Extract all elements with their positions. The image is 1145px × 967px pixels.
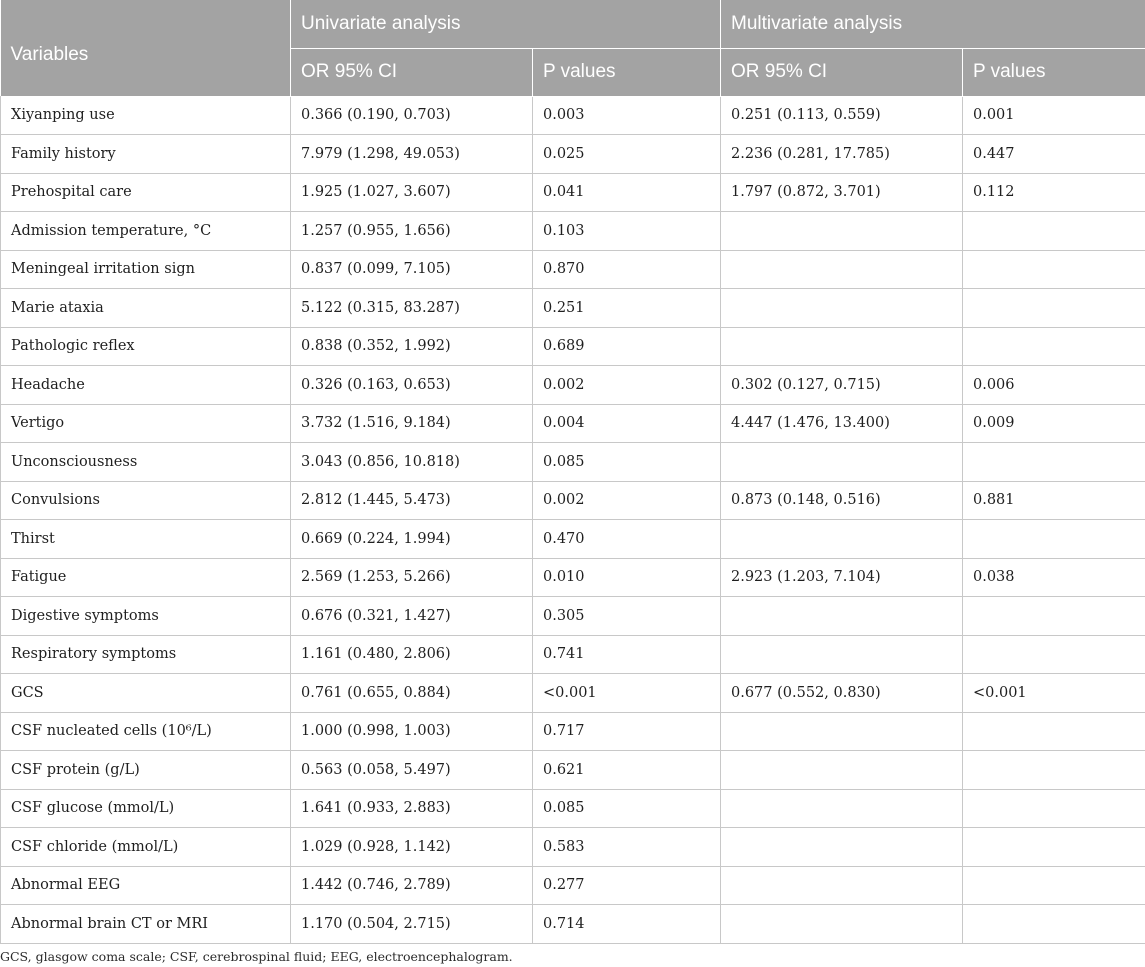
cell-univariate-p-value: 0.277	[533, 866, 721, 905]
table-row	[1, 828, 1145, 867]
header-univariate: Univariate analysis	[291, 0, 721, 48]
cell-multivariate-p-value: 0.006	[963, 366, 1145, 405]
cell-variable: CSF nucleated cells (10⁶/L)	[1, 712, 291, 751]
table-row	[1, 866, 1145, 905]
cell-multivariate-or-ci: 0.677 (0.552, 0.830)	[721, 674, 963, 713]
table-row	[1, 366, 1145, 405]
table-row	[1, 327, 1145, 366]
cell-multivariate-or-ci	[721, 789, 963, 828]
cell-univariate-p-value: 0.010	[533, 558, 721, 597]
cell-univariate-or-ci: 0.669 (0.224, 1.994)	[291, 520, 533, 559]
cell-univariate-p-value: 0.470	[533, 520, 721, 559]
cell-multivariate-or-ci: 1.797 (0.872, 3.701)	[721, 173, 963, 212]
cell-variable: Xiyanping use	[1, 96, 291, 135]
cell-multivariate-p-value	[963, 751, 1145, 790]
cell-univariate-p-value: 0.717	[533, 712, 721, 751]
cell-variable: Unconsciousness	[1, 443, 291, 482]
cell-variable: Headache	[1, 366, 291, 405]
cell-variable: Fatigue	[1, 558, 291, 597]
cell-multivariate-or-ci	[721, 905, 963, 944]
cell-multivariate-p-value: 0.038	[963, 558, 1145, 597]
cell-univariate-p-value: 0.251	[533, 289, 721, 328]
cell-variable: CSF glucose (mmol/L)	[1, 789, 291, 828]
cell-variable: Digestive symptoms	[1, 597, 291, 636]
cell-univariate-or-ci: 7.979 (1.298, 49.053)	[291, 135, 533, 174]
cell-univariate-or-ci: 0.366 (0.190, 0.703)	[291, 96, 533, 135]
cell-univariate-or-ci: 3.043 (0.856, 10.818)	[291, 443, 533, 482]
cell-multivariate-p-value: 0.112	[963, 173, 1145, 212]
cell-variable: Respiratory symptoms	[1, 635, 291, 674]
cell-variable: Meningeal irritation sign	[1, 250, 291, 289]
cell-multivariate-p-value	[963, 635, 1145, 674]
cell-univariate-p-value: 0.103	[533, 212, 721, 251]
cell-univariate-or-ci: 1.000 (0.998, 1.003)	[291, 712, 533, 751]
cell-multivariate-or-ci: 2.923 (1.203, 7.104)	[721, 558, 963, 597]
table-row	[1, 443, 1145, 482]
cell-multivariate-p-value	[963, 712, 1145, 751]
header-row-groups	[1, 0, 1145, 48]
table-row	[1, 135, 1145, 174]
cell-univariate-p-value: 0.041	[533, 173, 721, 212]
header-multi-p-values: P values	[963, 48, 1145, 96]
cell-variable: Admission temperature, °C	[1, 212, 291, 251]
cell-multivariate-p-value: 0.447	[963, 135, 1145, 174]
cell-multivariate-p-value	[963, 520, 1145, 559]
cell-univariate-or-ci: 3.732 (1.516, 9.184)	[291, 404, 533, 443]
cell-multivariate-or-ci	[721, 635, 963, 674]
cell-univariate-or-ci: 0.326 (0.163, 0.653)	[291, 366, 533, 405]
table-row	[1, 96, 1145, 135]
cell-univariate-or-ci: 0.837 (0.099, 7.105)	[291, 250, 533, 289]
cell-univariate-p-value: 0.002	[533, 366, 721, 405]
cell-multivariate-or-ci	[721, 327, 963, 366]
cell-univariate-or-ci: 0.676 (0.321, 1.427)	[291, 597, 533, 636]
cell-multivariate-or-ci: 0.873 (0.148, 0.516)	[721, 481, 963, 520]
cell-multivariate-or-ci	[721, 751, 963, 790]
cell-univariate-or-ci: 1.442 (0.746, 2.789)	[291, 866, 533, 905]
cell-variable: Convulsions	[1, 481, 291, 520]
cell-multivariate-or-ci	[721, 443, 963, 482]
cell-univariate-p-value: 0.002	[533, 481, 721, 520]
table-row	[1, 289, 1145, 328]
cell-univariate-p-value: 0.741	[533, 635, 721, 674]
cell-univariate-p-value: 0.305	[533, 597, 721, 636]
cell-multivariate-p-value	[963, 828, 1145, 867]
table-row	[1, 250, 1145, 289]
cell-multivariate-or-ci	[721, 520, 963, 559]
cell-variable: GCS	[1, 674, 291, 713]
table-row	[1, 481, 1145, 520]
cell-univariate-p-value: 0.085	[533, 789, 721, 828]
cell-multivariate-p-value: 0.009	[963, 404, 1145, 443]
table-row	[1, 404, 1145, 443]
cell-variable: Thirst	[1, 520, 291, 559]
cell-multivariate-or-ci: 2.236 (0.281, 17.785)	[721, 135, 963, 174]
table-row	[1, 520, 1145, 559]
cell-univariate-p-value: 0.583	[533, 828, 721, 867]
cell-multivariate-or-ci	[721, 212, 963, 251]
cell-multivariate-or-ci	[721, 289, 963, 328]
header-uni-p-values: P values	[533, 48, 721, 96]
cell-multivariate-or-ci: 0.302 (0.127, 0.715)	[721, 366, 963, 405]
cell-univariate-or-ci: 1.170 (0.504, 2.715)	[291, 905, 533, 944]
cell-multivariate-p-value	[963, 905, 1145, 944]
cell-univariate-or-ci: 0.761 (0.655, 0.884)	[291, 674, 533, 713]
cell-multivariate-p-value: 0.881	[963, 481, 1145, 520]
cell-univariate-or-ci: 1.029 (0.928, 1.142)	[291, 828, 533, 867]
cell-multivariate-p-value: 0.001	[963, 96, 1145, 135]
cell-univariate-or-ci: 0.838 (0.352, 1.992)	[291, 327, 533, 366]
cell-variable: Marie ataxia	[1, 289, 291, 328]
table-row	[1, 173, 1145, 212]
table-row	[1, 674, 1145, 713]
cell-univariate-or-ci: 1.161 (0.480, 2.806)	[291, 635, 533, 674]
header-multi-or-ci: OR 95% CI	[721, 48, 963, 96]
table-footnote: GCS, glasgow coma scale; CSF, cerebrospinal fluid; EEG, electroencephalogram.	[0, 949, 513, 964]
cell-multivariate-or-ci	[721, 866, 963, 905]
table-row	[1, 558, 1145, 597]
cell-variable: Prehospital care	[1, 173, 291, 212]
cell-multivariate-p-value	[963, 212, 1145, 251]
cell-univariate-or-ci: 2.569 (1.253, 5.266)	[291, 558, 533, 597]
cell-univariate-p-value: 0.714	[533, 905, 721, 944]
cell-multivariate-p-value	[963, 866, 1145, 905]
table-row	[1, 789, 1145, 828]
cell-multivariate-or-ci	[721, 597, 963, 636]
cell-multivariate-or-ci: 0.251 (0.113, 0.559)	[721, 96, 963, 135]
cell-multivariate-or-ci: 4.447 (1.476, 13.400)	[721, 404, 963, 443]
header-multivariate: Multivariate analysis	[721, 0, 1145, 48]
cell-multivariate-p-value: <0.001	[963, 674, 1145, 713]
cell-univariate-or-ci: 1.641 (0.933, 2.883)	[291, 789, 533, 828]
cell-variable: CSF chloride (mmol/L)	[1, 828, 291, 867]
table-row	[1, 212, 1145, 251]
table-row	[1, 905, 1145, 944]
cell-univariate-p-value: 0.689	[533, 327, 721, 366]
cell-multivariate-p-value	[963, 250, 1145, 289]
header-variables: Variables	[1, 0, 291, 96]
cell-multivariate-p-value	[963, 789, 1145, 828]
cell-variable: Abnormal EEG	[1, 866, 291, 905]
cell-univariate-p-value: <0.001	[533, 674, 721, 713]
table-row	[1, 751, 1145, 790]
cell-multivariate-p-value	[963, 289, 1145, 328]
cell-variable: Pathologic reflex	[1, 327, 291, 366]
header-uni-or-ci: OR 95% CI	[291, 48, 533, 96]
cell-univariate-or-ci: 5.122 (0.315, 83.287)	[291, 289, 533, 328]
cell-variable: Abnormal brain CT or MRI	[1, 905, 291, 944]
cell-univariate-or-ci: 1.257 (0.955, 1.656)	[291, 212, 533, 251]
cell-univariate-p-value: 0.621	[533, 751, 721, 790]
cell-multivariate-p-value	[963, 597, 1145, 636]
cell-variable: CSF protein (g/L)	[1, 751, 291, 790]
table-body	[1, 96, 1145, 943]
table-header	[1, 0, 1145, 96]
cell-univariate-or-ci: 0.563 (0.058, 5.497)	[291, 751, 533, 790]
cell-multivariate-p-value	[963, 327, 1145, 366]
cell-univariate-or-ci: 1.925 (1.027, 3.607)	[291, 173, 533, 212]
cell-univariate-p-value: 0.004	[533, 404, 721, 443]
cell-variable: Vertigo	[1, 404, 291, 443]
cell-univariate-p-value: 0.025	[533, 135, 721, 174]
cell-univariate-or-ci: 2.812 (1.445, 5.473)	[291, 481, 533, 520]
table-row	[1, 597, 1145, 636]
table-row	[1, 635, 1145, 674]
cell-univariate-p-value: 0.085	[533, 443, 721, 482]
cell-multivariate-or-ci	[721, 250, 963, 289]
cell-univariate-p-value: 0.870	[533, 250, 721, 289]
cell-multivariate-or-ci	[721, 712, 963, 751]
cell-univariate-p-value: 0.003	[533, 96, 721, 135]
cell-multivariate-p-value	[963, 443, 1145, 482]
cell-variable: Family history	[1, 135, 291, 174]
cell-multivariate-or-ci	[721, 828, 963, 867]
table-row	[1, 712, 1145, 751]
